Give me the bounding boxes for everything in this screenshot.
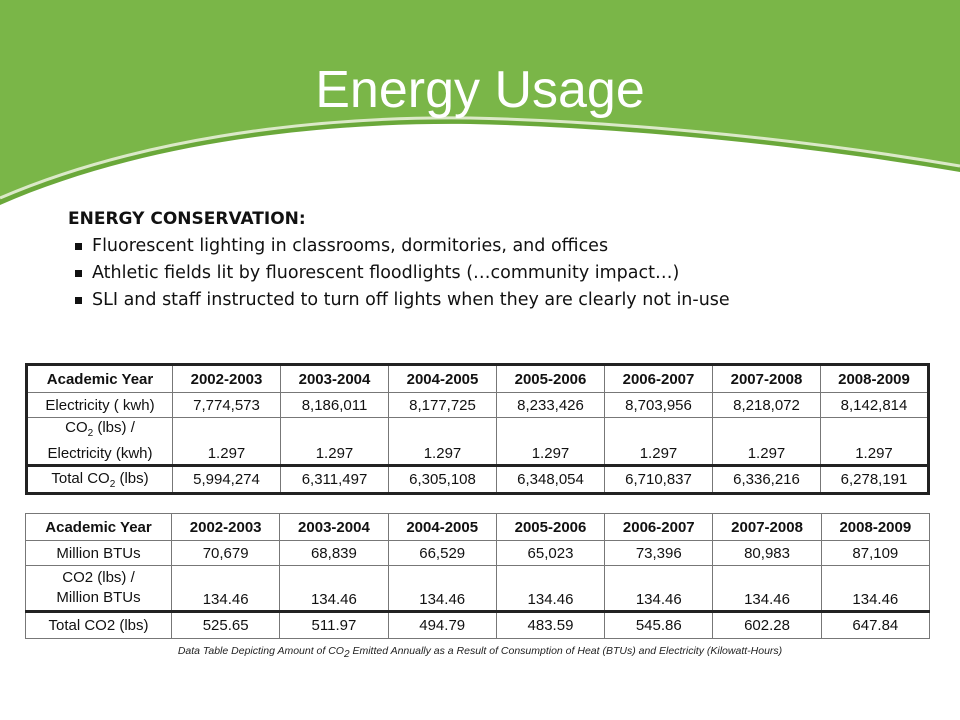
table-cell: 1.297	[173, 418, 281, 466]
bullet-text: Fluorescent lighting in classrooms, dormitories, and offices	[92, 236, 609, 256]
table-cell: 66,529	[388, 541, 496, 566]
table-cell: 6,336,216	[713, 466, 821, 494]
table-cell: 8,218,072	[713, 393, 821, 418]
column-header: 2007-2008	[713, 514, 821, 541]
table-cell: 8,186,011	[281, 393, 389, 418]
row-label: Electricity ( kwh)	[27, 393, 173, 418]
list-item	[68, 287, 948, 314]
table-cell: 70,679	[172, 541, 280, 566]
table-cell: 6,278,191	[821, 466, 929, 494]
column-header: 2004-2005	[389, 365, 497, 393]
conservation-list	[68, 233, 948, 314]
table-cell: 73,396	[605, 541, 713, 566]
row-label	[27, 418, 173, 466]
column-header: 2004-2005	[388, 514, 496, 541]
column-header: 2008-2009	[821, 365, 929, 393]
table-cell: 68,839	[280, 541, 388, 566]
row-label-top: CO2 (lbs) /	[62, 569, 135, 586]
table-cell: 1.297	[497, 418, 605, 466]
table-cell: 525.65	[172, 612, 280, 639]
table-cell: 7,774,573	[173, 393, 281, 418]
table-cell: 1.297	[605, 418, 713, 466]
row-label	[26, 566, 172, 612]
column-header: 2006-2007	[605, 514, 713, 541]
column-header: 2005-2006	[497, 365, 605, 393]
column-header: Academic Year	[26, 514, 172, 541]
row-label: Total CO2 (lbs)	[26, 612, 172, 639]
table-cell: 80,983	[713, 541, 821, 566]
table-cell: 8,142,814	[821, 393, 929, 418]
row-label-bottom: Electricity (kwh)	[47, 445, 153, 462]
table-cell: 134.46	[172, 566, 280, 612]
table-cell: 134.46	[496, 566, 604, 612]
column-header: 2003-2004	[280, 514, 388, 541]
slide-title: Energy Usage	[315, 61, 645, 119]
conservation-heading: ENERGY CONSERVATION:	[68, 209, 306, 229]
conservation-section	[68, 206, 948, 314]
square-bullet-icon	[75, 297, 82, 304]
table-cell: 8,177,725	[389, 393, 497, 418]
table-cell: 6,710,837	[605, 466, 713, 494]
table-cell: 1.297	[389, 418, 497, 466]
electricity-table	[25, 363, 930, 495]
table-cell: 87,109	[821, 541, 929, 566]
table-cell: 1.297	[713, 418, 821, 466]
bullet-text: SLI and staff instructed to turn off lights when they are clearly not in-use	[92, 290, 730, 310]
table-row	[27, 466, 929, 494]
table-row	[26, 612, 930, 639]
list-item	[68, 233, 948, 260]
column-header: 2003-2004	[281, 365, 389, 393]
table-cell: 545.86	[605, 612, 713, 639]
row-label: Total $CO_2$ (lbs)	[27, 466, 173, 494]
table-caption: Data Table Depicting Amount of $CO_2$ Emitted Annually as a Result of Consumption of Heat (BTUs) and Electricity (Kilowatt-Hours)	[177, 645, 783, 661]
heat-table	[25, 513, 930, 639]
table-cell: 1.297	[821, 418, 929, 466]
table-header-row	[27, 365, 929, 393]
square-bullet-icon	[75, 243, 82, 250]
table-row	[27, 393, 929, 418]
row-label-top: $CO_2$ (lbs) /	[65, 419, 135, 439]
table-cell: 494.79	[388, 612, 496, 639]
table-row	[26, 541, 930, 566]
table-row	[26, 566, 930, 612]
list-item	[68, 260, 948, 287]
table-cell: 6,348,054	[497, 466, 605, 494]
row-label: Million BTUs	[26, 541, 172, 566]
table-cell: 6,311,497	[281, 466, 389, 494]
table-cell: 134.46	[713, 566, 821, 612]
column-header: 2008-2009	[821, 514, 929, 541]
table-cell: 134.46	[605, 566, 713, 612]
table-cell: 134.46	[280, 566, 388, 612]
table-cell: 5,994,274	[173, 466, 281, 494]
table-cell: 483.59	[496, 612, 604, 639]
column-header: 2006-2007	[605, 365, 713, 393]
table-cell: 8,233,426	[497, 393, 605, 418]
column-header: 2005-2006	[496, 514, 604, 541]
table-cell: 6,305,108	[389, 466, 497, 494]
table-row	[27, 418, 929, 466]
row-label-bottom: Million BTUs	[56, 589, 141, 606]
column-header: 2002-2003	[173, 365, 281, 393]
table-cell: 602.28	[713, 612, 821, 639]
bullet-text: Athletic fields lit by fluorescent floodlights (…community impact…)	[92, 263, 680, 283]
table-cell: 511.97	[280, 612, 388, 639]
column-header: 2002-2003	[172, 514, 280, 541]
table-header-row	[26, 514, 930, 541]
table-cell: 1.297	[281, 418, 389, 466]
table-cell: 134.46	[388, 566, 496, 612]
table-cell: 647.84	[821, 612, 929, 639]
column-header: Academic Year	[27, 365, 173, 393]
table-cell: 134.46	[821, 566, 929, 612]
table-cell: 65,023	[496, 541, 604, 566]
square-bullet-icon	[75, 270, 82, 277]
column-header: 2007-2008	[713, 365, 821, 393]
table-cell: 8,703,956	[605, 393, 713, 418]
